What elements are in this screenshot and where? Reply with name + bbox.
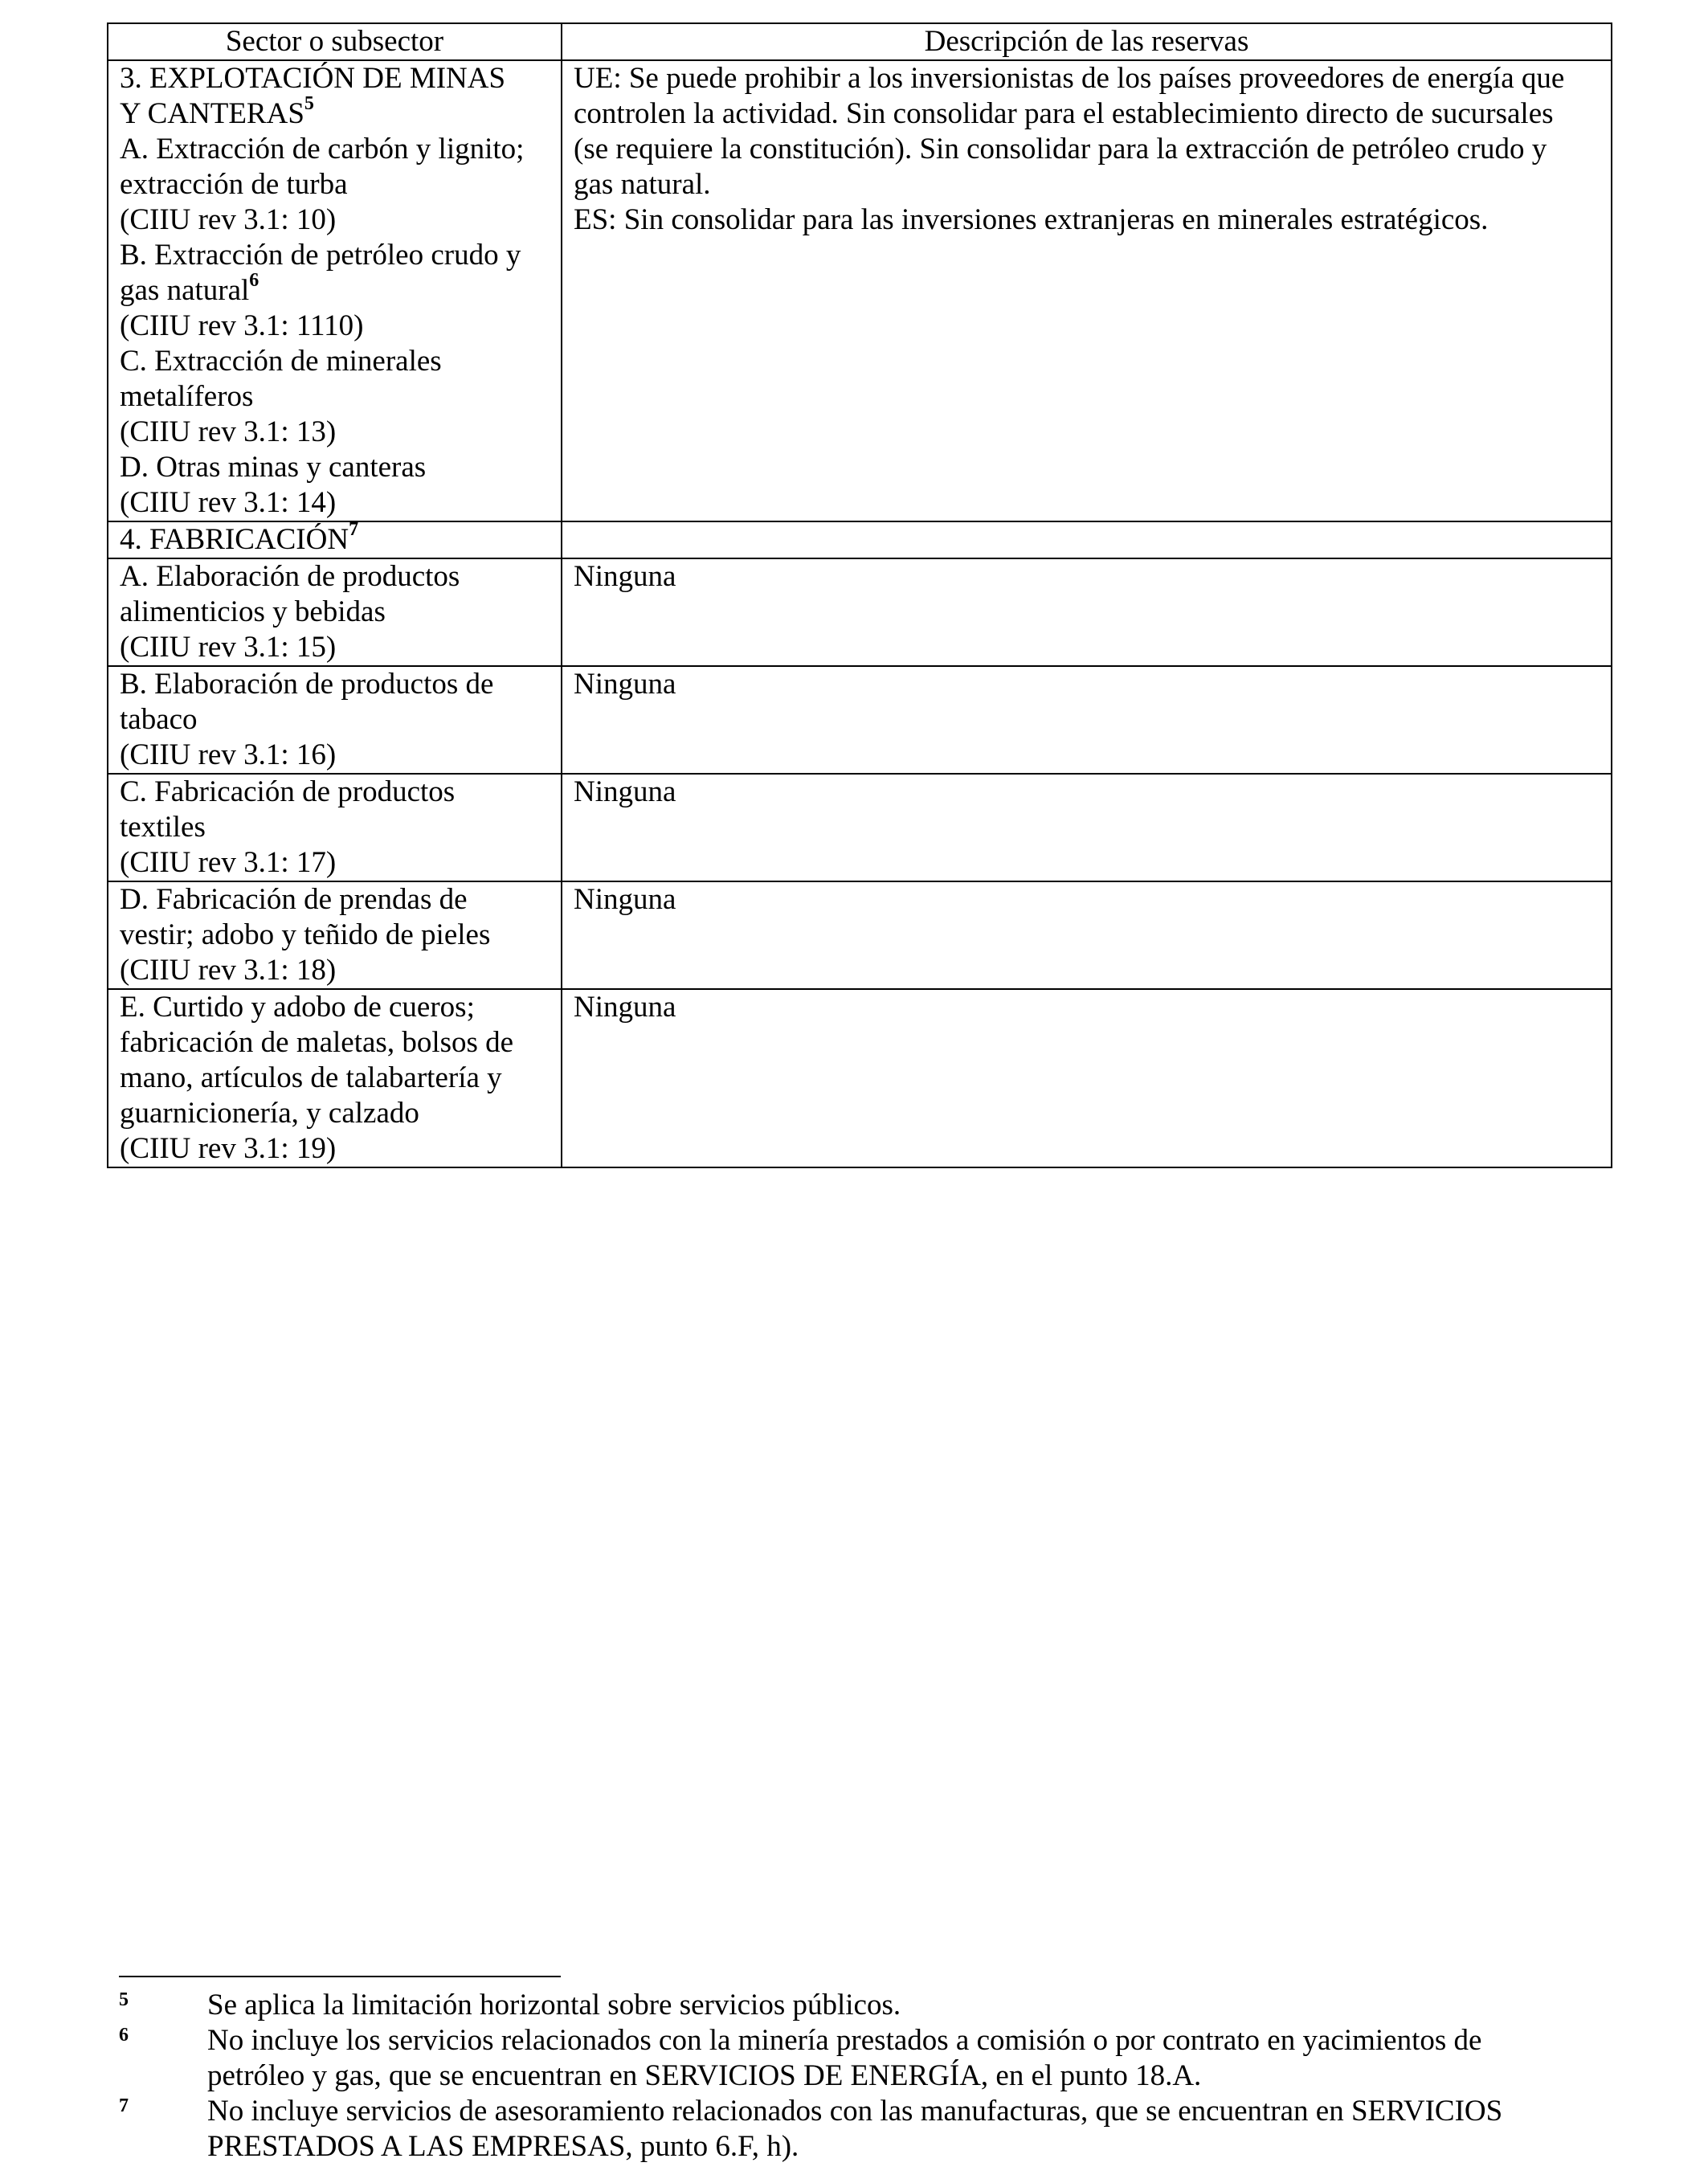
sector-line-text: B. Elaboración de productos de <box>120 668 494 701</box>
sector-line-text: (CIIU rev 3.1: 1110) <box>120 309 364 342</box>
description-line: Ninguna <box>574 560 676 593</box>
description-line: Ninguna <box>574 668 676 701</box>
sector-line-text: (CIIU rev 3.1: 18) <box>120 954 337 987</box>
sector-cell <box>108 558 562 666</box>
sector-line-text: mano, artículos de talabartería y <box>120 1061 502 1094</box>
sector-line-text: D. Otras minas y canteras <box>120 451 427 484</box>
sector-line <box>120 667 550 702</box>
sector-line <box>120 559 550 595</box>
sector-line <box>120 882 550 918</box>
table-row <box>108 60 1612 521</box>
footnote-text <box>207 1988 1613 2023</box>
sector-line <box>120 738 550 773</box>
sector-line <box>120 167 550 202</box>
sector-line-text: B. Extracción de petróleo crudo y <box>120 239 521 272</box>
sector-line-text: (CIIU rev 3.1: 10) <box>120 203 337 236</box>
footnote <box>119 2023 1613 2094</box>
table-row <box>108 521 1612 558</box>
sector-line-text: (CIIU rev 3.1: 15) <box>120 631 337 664</box>
description-cell <box>562 666 1612 774</box>
sector-line <box>120 344 550 379</box>
sector-line-text: textiles <box>120 811 206 844</box>
sector-line-text: alimenticios y bebidas <box>120 595 386 628</box>
sector-line <box>120 61 550 96</box>
sector-line <box>120 990 550 1025</box>
sector-line-text: 4. FABRICACIÓN <box>120 523 349 556</box>
sector-line <box>120 238 550 273</box>
sector-line <box>120 702 550 738</box>
footnotes <box>119 1988 1613 2165</box>
sector-line <box>120 309 550 344</box>
sector-line <box>120 1025 550 1061</box>
sector-line <box>120 379 550 415</box>
footnote-line: petróleo y gas, que se encuentran en SERVICIOS DE ENERGÍA, en el punto 18.A. <box>207 2059 1202 2092</box>
footnote-separator <box>119 1976 561 1977</box>
sector-line <box>120 518 550 558</box>
footnote-reference: 7 <box>349 518 359 540</box>
sector-line-text: (CIIU rev 3.1: 19) <box>120 1132 337 1165</box>
sector-line <box>120 810 550 845</box>
description-line: UE: Se puede prohibir a los inversionistas de los países proveedores de energía que <box>574 62 1565 95</box>
table-body <box>108 60 1612 1167</box>
description-cell <box>562 881 1612 989</box>
footnote-line: No incluye servicios de asesoramiento relacionados con las manufacturas, que se encuentran en SERVICIOS <box>207 2095 1503 2128</box>
table-row <box>108 881 1612 989</box>
sector-line-text: (CIIU rev 3.1: 13) <box>120 415 337 448</box>
sector-line <box>120 918 550 953</box>
table-row <box>108 989 1612 1167</box>
description-cell <box>562 989 1612 1167</box>
sector-line <box>120 953 550 988</box>
sector-line-text: A. Extracción de carbón y lignito; <box>120 133 525 166</box>
sector-cell <box>108 666 562 774</box>
sector-line-text: extracción de turba <box>120 168 348 201</box>
sector-line <box>120 1131 550 1167</box>
sector-line <box>120 630 550 665</box>
footnote-text <box>207 2023 1613 2094</box>
sector-line-text: (CIIU rev 3.1: 17) <box>120 846 337 879</box>
sector-line-text: A. Elaboración de productos <box>120 560 460 593</box>
description-cell <box>562 774 1612 881</box>
footnote-text <box>207 2094 1613 2165</box>
sector-line <box>120 202 550 238</box>
footnote-number: 7 <box>119 2095 129 2116</box>
table-row <box>108 666 1612 774</box>
sector-line <box>120 450 550 485</box>
sector-cell <box>108 881 562 989</box>
sector-line <box>120 92 550 132</box>
description-cell <box>562 558 1612 666</box>
sector-line <box>120 1061 550 1096</box>
reservations-table <box>107 22 1612 1168</box>
sector-line <box>120 1096 550 1131</box>
description-line: Ninguna <box>574 775 676 808</box>
footnote-line: No incluye los servicios relacionados con la minería prestados a comisión o por contrato en yacimientos de <box>207 2024 1482 2057</box>
sector-cell <box>108 60 562 521</box>
sector-line-text: tabaco <box>120 703 198 736</box>
sector-line-text: vestir; adobo y teñido de pieles <box>120 918 491 951</box>
table-row <box>108 774 1612 881</box>
sector-line-text: E. Curtido y adobo de cueros; <box>120 991 475 1024</box>
footnote-reference: 5 <box>304 92 314 114</box>
description-line: controlen la actividad. Sin consolidar para el establecimiento directo de sucursales <box>574 97 1554 130</box>
sector-line-text: D. Fabricación de prendas de <box>120 883 468 916</box>
sector-line-text: fabricación de maletas, bolsos de <box>120 1026 514 1059</box>
header-description: Descripción de las reservas <box>562 23 1612 60</box>
description-line: ES: Sin consolidar para las inversiones extranjeras en minerales estratégicos. <box>574 203 1489 236</box>
description-cell <box>562 521 1612 558</box>
sector-line-text: C. Extracción de minerales <box>120 345 442 378</box>
footnote <box>119 1988 1613 2023</box>
sector-line-text: metalíferos <box>120 380 254 413</box>
sector-cell <box>108 774 562 881</box>
sector-line <box>120 485 550 521</box>
header-sector: Sector o subsector <box>108 23 562 60</box>
sector-line-text: C. Fabricación de productos <box>120 775 456 808</box>
sector-line-text: (CIIU rev 3.1: 16) <box>120 738 337 771</box>
footnote-reference: 6 <box>249 269 259 291</box>
description-cell <box>562 60 1612 521</box>
footnote <box>119 2094 1613 2165</box>
sector-line <box>120 775 550 810</box>
sector-line-text: guarnicionería, y calzado <box>120 1097 419 1130</box>
sector-line-text: 3. EXPLOTACIÓN DE MINAS <box>120 62 506 95</box>
sector-line <box>120 415 550 450</box>
sector-cell <box>108 518 562 558</box>
description-line: (se requiere la constitución). Sin consolidar para la extracción de petróleo crudo y <box>574 133 1547 166</box>
footnote-line: PRESTADOS A LAS EMPRESAS, punto 6.F, h). <box>207 2130 799 2163</box>
description-line: gas natural. <box>574 168 711 201</box>
sector-line <box>120 269 550 309</box>
sector-line-text: (CIIU rev 3.1: 14) <box>120 486 337 519</box>
sector-line <box>120 845 550 881</box>
sector-line-text: Y CANTERAS <box>120 97 304 130</box>
table-header-row <box>108 23 1612 60</box>
sector-line-text: gas natural <box>120 274 250 307</box>
sector-cell <box>108 989 562 1167</box>
description-line: Ninguna <box>574 991 676 1024</box>
table-row <box>108 558 1612 666</box>
footnote-line: Se aplica la limitación horizontal sobre servicios públicos. <box>207 1989 901 2022</box>
description-line: Ninguna <box>574 883 676 916</box>
footnote-number: 6 <box>119 2025 129 2046</box>
sector-line <box>120 595 550 630</box>
sector-line <box>120 132 550 167</box>
footnote-number: 5 <box>119 1989 129 2010</box>
